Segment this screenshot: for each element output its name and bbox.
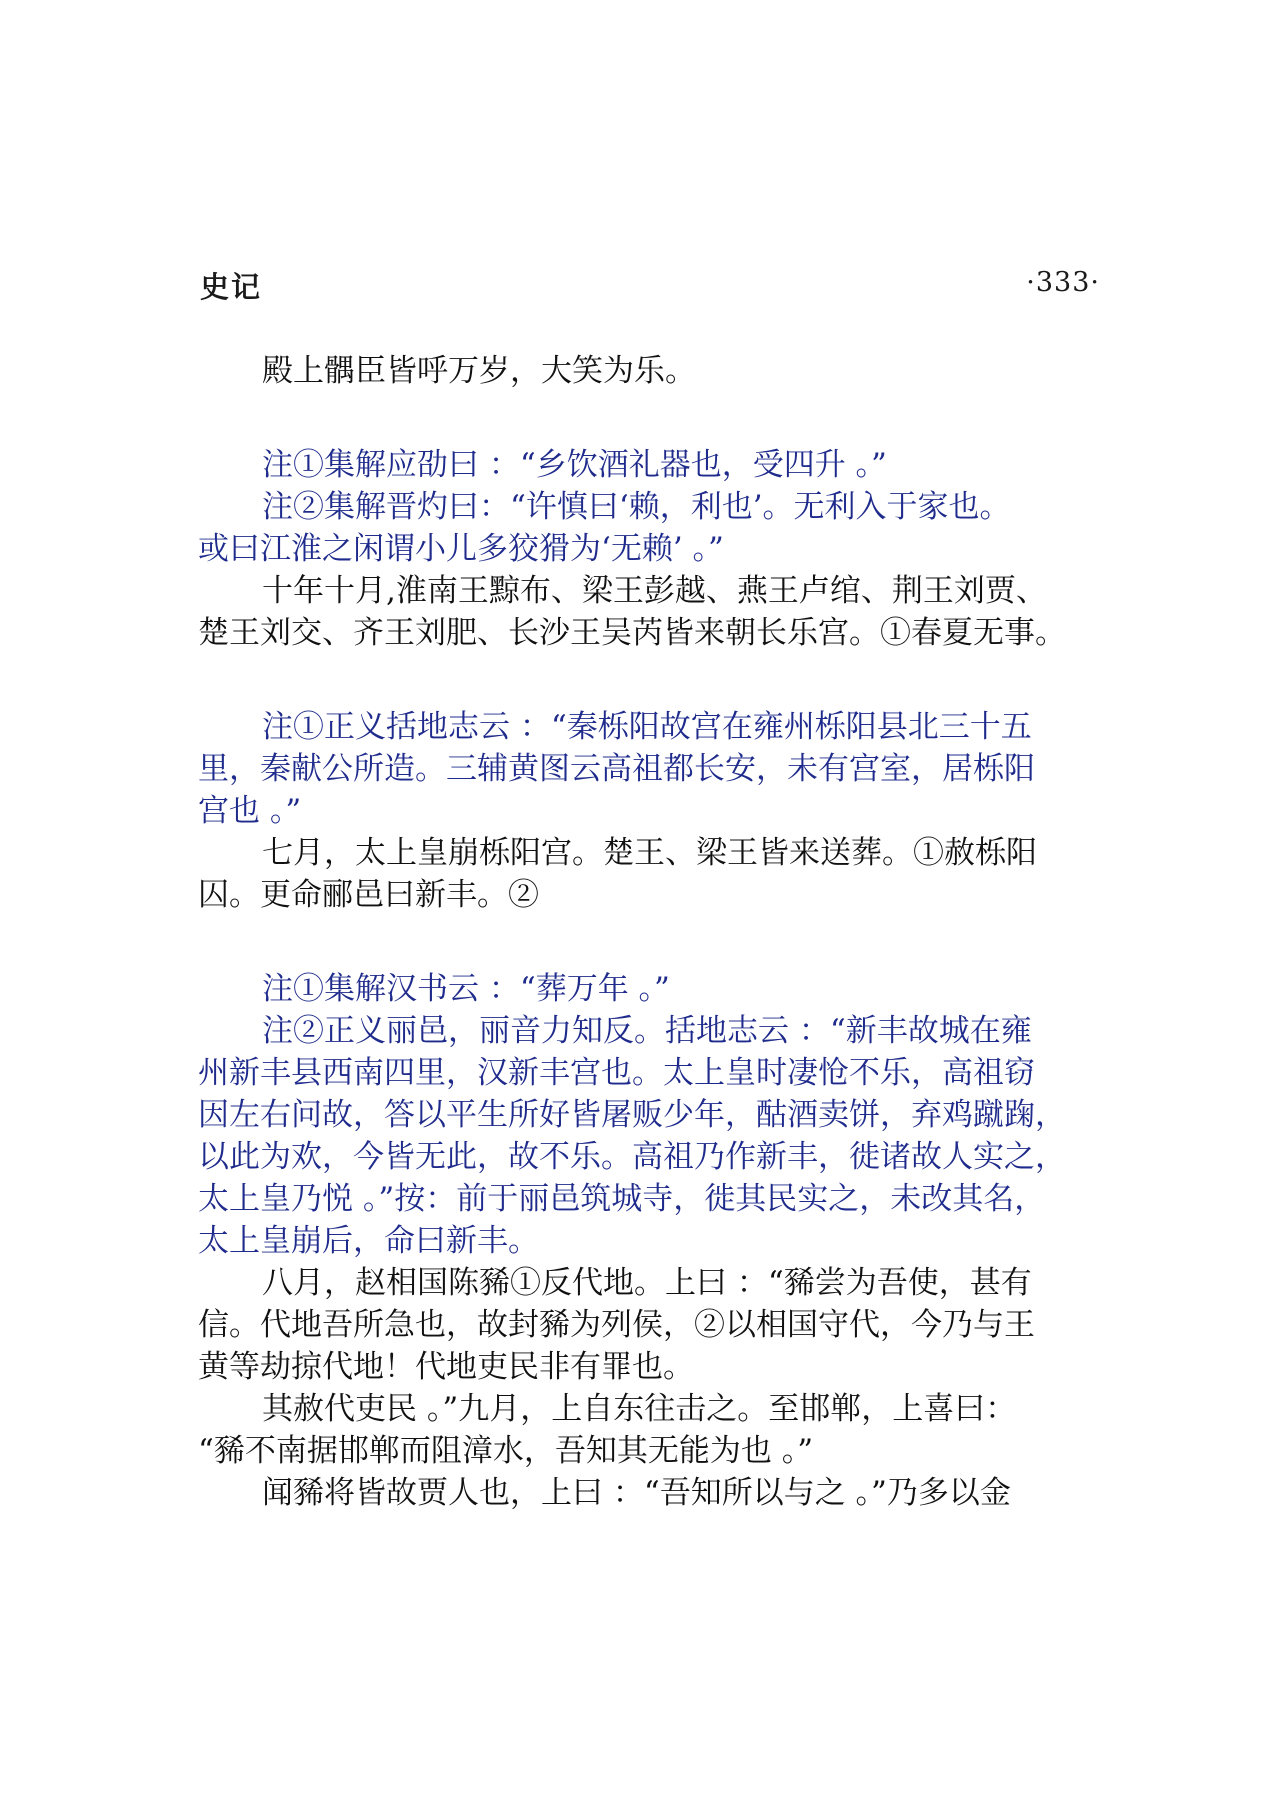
- book-title: 史记: [200, 270, 263, 304]
- text-line: 注②集解晋灼曰：“许慎曰‘赖，利也’。无利入于家也。: [262, 489, 1011, 525]
- text-line: 注①正义括地志云 ：“秦栎阳故宫在雍州栎阳县北三十五: [262, 709, 1032, 745]
- text-line: 楚王刘交、齐王刘肥、长沙王吴芮皆来朝长乐宫。①春夏无事。: [198, 615, 1066, 651]
- text-line: 宫也 。”: [198, 793, 302, 829]
- text-line: 黄等劫掠代地！代地吏民非有罪也。: [198, 1349, 694, 1385]
- text-line: 以此为欢，今皆无此，故不乐。高祖乃作新丰，徙诸故人实之，: [198, 1139, 1066, 1175]
- text-line: 州新丰县西南四里，汉新丰宫也。太上皇时凄怆不乐，高祖窃: [198, 1055, 1035, 1091]
- main-paragraph-4: [198, 1262, 1123, 1388]
- text-line: 注①集解应劭曰 ：“乡饮酒礼器也，受四升 。”: [262, 447, 887, 483]
- text-line: 太上皇乃悦 。”按：前于丽邑筑城寺，徙其民实之，未改其名，: [198, 1181, 1046, 1217]
- note-paragraph-3: [198, 706, 1123, 832]
- text-line: 八月，赵相国陈豨①反代地。上曰 ：“豨尝为吾使，甚有: [262, 1265, 1032, 1301]
- note-paragraph-4: [198, 968, 1123, 1010]
- page-body: [198, 350, 1123, 1514]
- main-paragraph-5: [198, 1388, 1123, 1472]
- text-line: 殿上髃臣皆呼万岁，大笑为乐。: [262, 353, 696, 389]
- note-paragraph-2: [198, 486, 1123, 570]
- main-paragraph-1: [198, 350, 1123, 392]
- text-line: 注①集解汉书云 ：“葬万年 。”: [262, 971, 670, 1007]
- text-line: 或曰江淮之闲谓小儿多狡猾为‘无赖’ 。”: [198, 531, 724, 567]
- text-line: 十年十月,淮南王黥布、梁王彭越、燕王卢绾、荆王刘贾、: [262, 573, 1047, 609]
- text-line: 闻豨将皆故贾人也，上曰 ：“吾知所以与之 。”乃多以金: [262, 1475, 1011, 1511]
- page-header: [200, 265, 1100, 315]
- main-paragraph-2: [198, 570, 1123, 654]
- text-line: 七月，太上皇崩栎阳宫。楚王、梁王皆来送葬。①赦栎阳: [262, 835, 1037, 871]
- text-line: 因左右问故，答以平生所好皆屠贩少年，酤酒卖饼，弃鸡蹴踘，: [198, 1097, 1066, 1133]
- text-line: 囚。更命郦邑曰新丰。②: [198, 877, 539, 913]
- text-line: “豨不南据邯郸而阻漳水，吾知其无能为也 。”: [198, 1433, 814, 1469]
- main-paragraph-3: [198, 832, 1123, 916]
- page-number: ·333·: [1026, 267, 1100, 298]
- note-paragraph-1: [198, 444, 1123, 486]
- note-paragraph-5: [198, 1010, 1123, 1262]
- text-line: 注②正义丽邑，丽音力知反。括地志云 ：“新丰故城在雍: [262, 1013, 1032, 1049]
- text-line: 信。代地吾所急也，故封豨为列侯，②以相国守代，今乃与王: [198, 1307, 1035, 1343]
- text-line: 其赦代吏民 。”九月，上自东往击之。至邯郸，上喜曰：: [262, 1391, 1017, 1427]
- text-line: 太上皇崩后，命曰新丰。: [198, 1223, 539, 1259]
- main-paragraph-6: [198, 1472, 1123, 1514]
- text-line: 里，秦献公所造。三辅黄图云高祖都长安，未有宫室，居栎阳: [198, 751, 1035, 787]
